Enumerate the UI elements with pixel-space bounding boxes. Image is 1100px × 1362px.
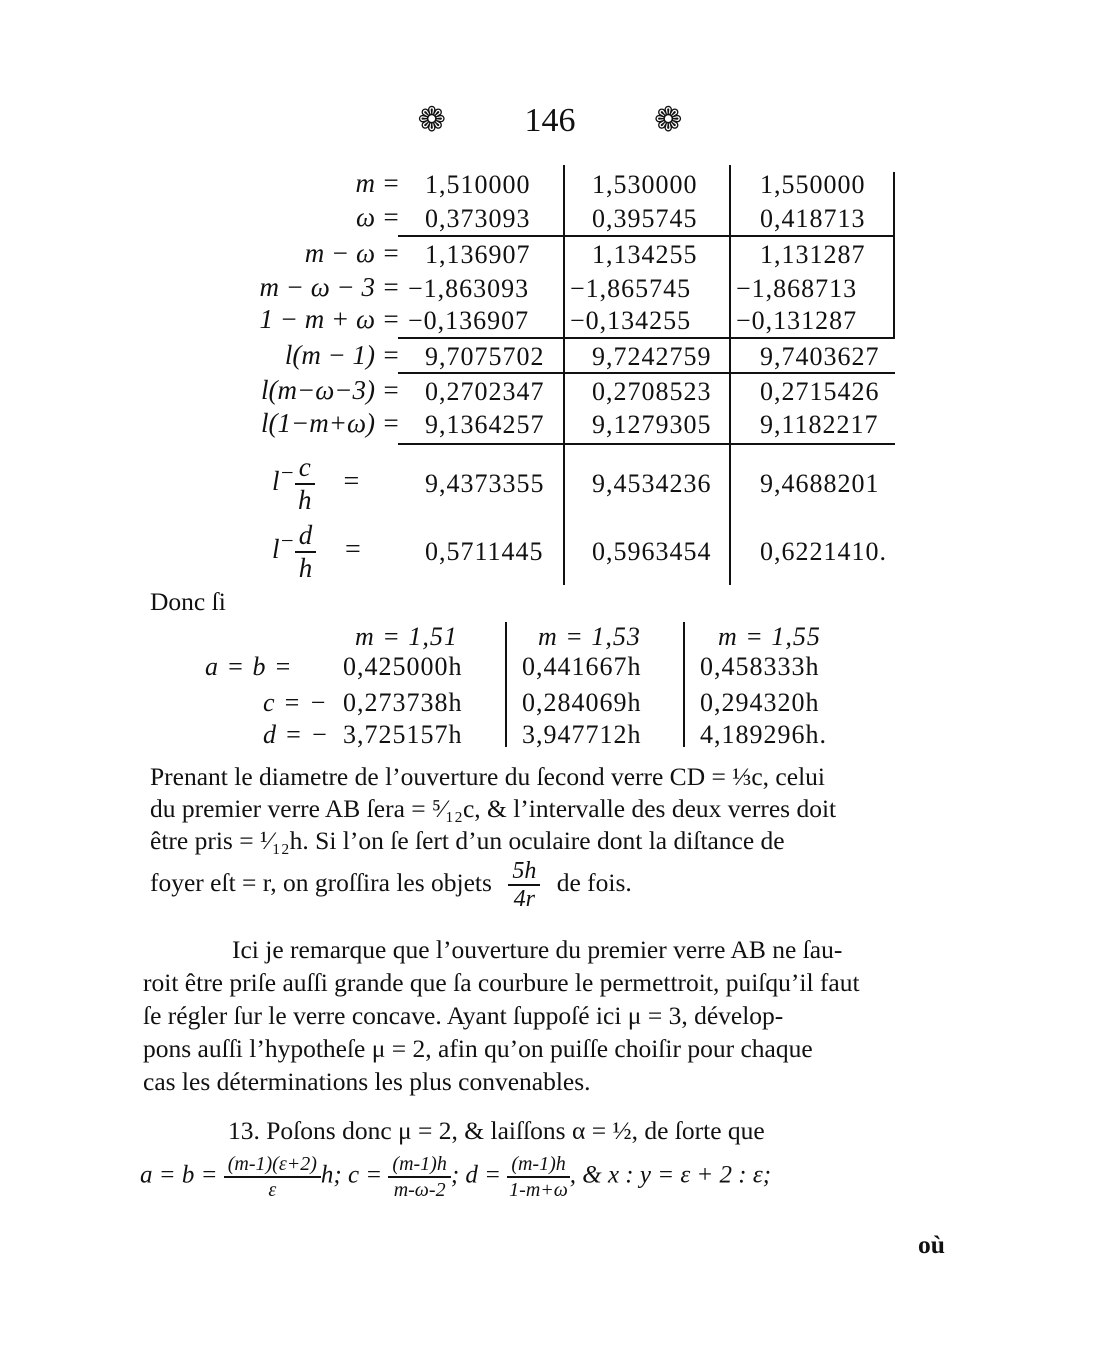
t1-hrule-1: [398, 235, 895, 237]
t1-c3-r6: 9,7403627: [760, 342, 880, 371]
t1-label-log-m-1: l(m − 1) =: [284, 340, 400, 370]
t1-c2-r1: 1,530000: [592, 170, 698, 199]
t2-label-d: d = −: [263, 720, 330, 749]
t2-c1-r1: 0,425000h: [343, 652, 463, 681]
t2-header-2: m = 1,53: [538, 622, 641, 651]
para3-equation: [140, 1152, 771, 1202]
t2-label-ab: a = b =: [205, 652, 293, 681]
t1-c1-r8: 9,1364257: [425, 410, 545, 439]
page-number: 146: [524, 102, 576, 139]
t1-vrule-1: [563, 165, 565, 585]
t1-vrule-2: [729, 165, 731, 585]
eq-c-suffix: ; d =: [450, 1161, 502, 1189]
para1-line3: être pris = ¹⁄₁₂h. Si l’on ſe ſert d’un oculaire dont la diſtance de: [150, 826, 785, 855]
t1-label-log-m-omega-3: l(m−ω−3) =: [261, 375, 400, 405]
eq-d-fraction: $\frac{(m-1)h}{1-m+\omega}$: [509, 1153, 568, 1201]
t2-c3-r1: 0,458333h: [700, 652, 820, 681]
t1-hrule-3: [398, 372, 895, 374]
t1-label-m-omega: m − ω =: [304, 238, 400, 268]
para1-line2: du premier verre AB ſera = ⁵⁄₁₂c, & l’intervalle des deux verres doit: [150, 794, 837, 823]
t1-c2-r8: 9,1279305: [592, 410, 712, 439]
t1-vrule-3: [893, 172, 895, 337]
para1-line4-before: foyer eſt = r, on groſſira les objets: [150, 867, 492, 897]
t1-label-omega: ω =: [355, 202, 400, 232]
t1-c2-r5: −0,134255: [570, 306, 692, 335]
t1-hrule-4: [398, 443, 895, 445]
para2-line1: Ici je remarque que l’ouverture du premier verre AB ne ſau-: [232, 935, 843, 964]
ornament-left-icon: ❁: [417, 102, 446, 139]
t1-label-m: m =: [355, 168, 400, 198]
t1-label-1-m-omega: 1 − m + ω =: [259, 304, 400, 334]
t1-c2-r9: 9,4534236: [592, 469, 712, 498]
ornament-right-icon: ❁: [654, 102, 683, 139]
eq-a-fraction: $\frac{(m-1)(\varepsilon+2)}{\varepsilon}$: [224, 1152, 321, 1202]
t1-c2-r2: 0,395745: [592, 204, 698, 233]
t1-c3-r1: 1,550000: [760, 170, 866, 199]
t1-hrule-2: [398, 337, 895, 339]
para3-line1: 13. Poſons donc μ = 2, & laiſſons α = ½, de ſorte que: [228, 1116, 765, 1145]
t2-label-c: c = −: [263, 688, 328, 717]
t1-c1-r6: 9,7075702: [425, 342, 545, 371]
t1-c1-r10: 0,5711445: [425, 537, 544, 566]
page-header: [0, 100, 1100, 140]
t1-label-m-omega-3: m − ω − 3 =: [259, 272, 400, 302]
t2-c3-r2: 0,294320h: [700, 688, 820, 717]
t2-c2-r1: 0,441667h: [522, 652, 642, 681]
t2-c1-r3: 3,725157h: [343, 720, 463, 749]
para2-line4: pons auſſi l’hypotheſe μ = 2, afin qu’on puiſſe choiſir pour chaque: [143, 1034, 813, 1063]
t2-c2-r2: 0,284069h: [522, 688, 642, 717]
t1-c1-r5: −0,136907: [408, 306, 530, 335]
t1-c1-r7: 0,2702347: [425, 377, 545, 406]
para1-line1: Prenant le diametre de l’ouverture du ſecond verre CD = ⅓c, celui: [150, 762, 825, 791]
t1-label-log-1-m-omega: l(1−m+ω) =: [261, 408, 400, 438]
t1-c3-r10: 0,6221410.: [760, 537, 887, 566]
t1-c1-r9: 9,4373355: [425, 469, 545, 498]
eq-a-suffix: h; c =: [320, 1161, 383, 1189]
para1-line4: [150, 858, 632, 912]
para1-line4-after: de fois.: [556, 867, 632, 897]
t1-c3-r7: 0,2715426: [760, 377, 880, 406]
t2-c3-r3: 4,189296h.: [700, 720, 827, 749]
t1-c1-r3: 1,136907: [425, 240, 531, 269]
para2-line3: ſe régler ſur le verre concave. Ayant ſuppoſé ici μ = 3, dévelop-: [143, 1001, 784, 1030]
t2-vrule-2: [683, 622, 685, 747]
t1-c3-r9: 9,4688201: [760, 469, 880, 498]
t1-c3-r5: −0,131287: [736, 306, 858, 335]
t1-c3-r2: 0,418713: [760, 204, 866, 233]
eq-c-fraction: $\frac{(m-1)h}{m-\omega-2}$: [388, 1152, 450, 1202]
t2-c1-r2: 0,273738h: [343, 688, 463, 717]
t1-label-log-d-h: l− $\frac{d}{h}$ =: [272, 520, 361, 583]
t1-c3-r8: 9,1182217: [760, 410, 879, 439]
t2-c2-r3: 3,947712h: [522, 720, 642, 749]
para2-line2: roit être priſe auſſi grande que ſa courbure le permettroit, puiſqu’il faut: [143, 968, 860, 997]
para1-fraction: $\frac{5h}{4r}$: [508, 858, 540, 912]
t1-label-log-c-h: l− $\frac{c}{h}$ =: [272, 452, 360, 515]
t2-header-3: m = 1,55: [718, 622, 821, 651]
t1-c2-r7: 0,2708523: [592, 377, 712, 406]
t1-c2-r6: 9,7242759: [592, 342, 712, 371]
para2-line5: cas les déterminations les plus convenables.: [143, 1067, 591, 1096]
t1-c2-r10: 0,5963454: [592, 537, 712, 566]
t1-c1-r2: 0,373093: [425, 204, 531, 233]
t1-c2-r4: −1,865745: [570, 274, 692, 303]
t2-header-1: m = 1,51: [355, 622, 458, 651]
t1-c2-r3: 1,134255: [592, 240, 698, 269]
eq-d-suffix: , & x : y = ε + 2 : ε;: [569, 1161, 772, 1189]
t1-c3-r3: 1,131287: [760, 240, 866, 269]
eq-a-prefix: a = b =: [140, 1161, 218, 1189]
t1-c1-r1: 1,510000: [425, 170, 531, 199]
donc-si-text: Donc ſi: [150, 587, 226, 616]
t1-c3-r4: −1,868713: [736, 274, 858, 303]
t2-vrule-1: [505, 622, 507, 747]
t1-c1-r4: −1,863093: [408, 274, 530, 303]
catchword: où: [918, 1230, 945, 1259]
